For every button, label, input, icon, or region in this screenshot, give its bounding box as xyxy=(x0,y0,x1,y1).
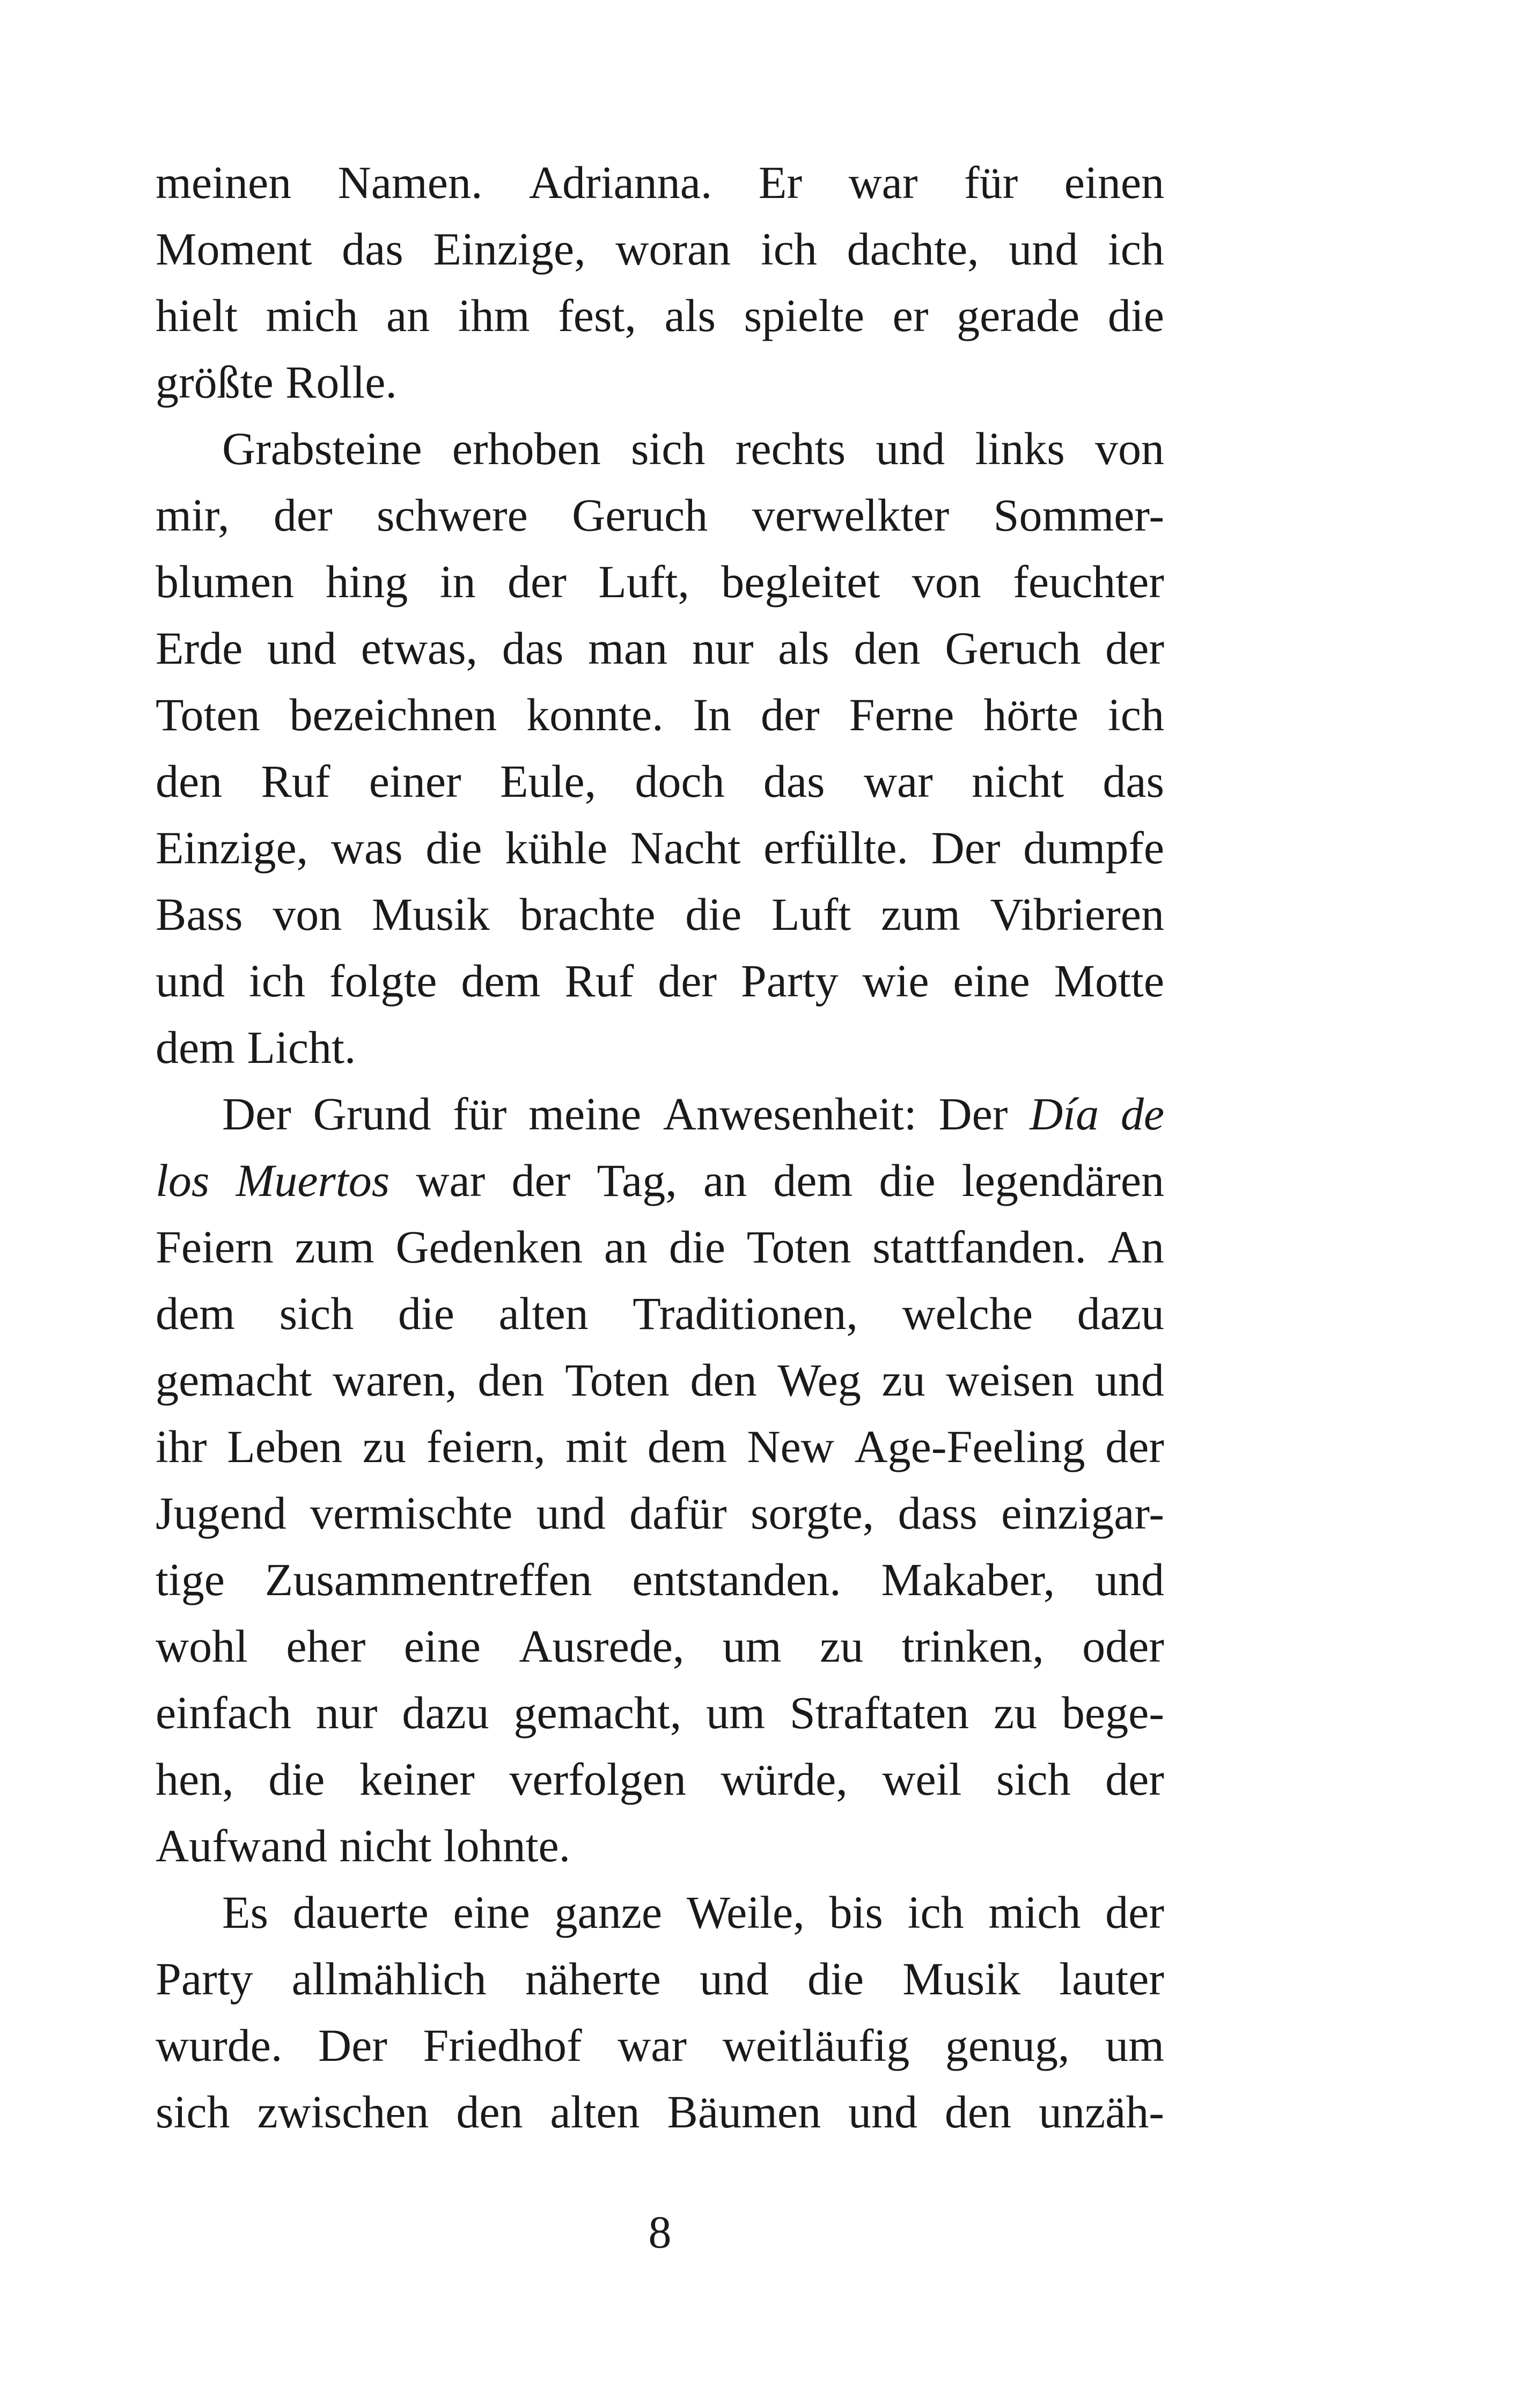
word: dazu xyxy=(1077,1288,1164,1339)
word: Straftaten xyxy=(789,1687,969,1738)
word: näherte xyxy=(525,1953,661,2005)
word: größte xyxy=(156,356,274,408)
word: bege- xyxy=(1061,1687,1164,1738)
word: den xyxy=(477,1354,545,1406)
word: zwischen xyxy=(257,2086,429,2138)
word: Toten xyxy=(746,1221,851,1273)
word: oder xyxy=(1082,1620,1164,1672)
word: an xyxy=(604,1221,648,1273)
word: wurde. xyxy=(156,2020,283,2071)
text-line xyxy=(156,415,1164,482)
word: Toten xyxy=(156,689,260,740)
text-line xyxy=(156,1081,1164,1147)
word: einfach xyxy=(156,1687,292,1738)
word: als xyxy=(778,622,829,674)
body-text xyxy=(156,149,1164,2145)
text-line xyxy=(156,881,1164,948)
word: dem xyxy=(461,955,541,1007)
word: der xyxy=(1105,1753,1164,1805)
word: und xyxy=(876,423,945,474)
word: das xyxy=(1103,755,1164,807)
word: ihm xyxy=(458,290,530,341)
word: um xyxy=(1105,2020,1164,2071)
word: allmählich xyxy=(291,1953,487,2005)
word: gemacht, xyxy=(513,1687,682,1738)
word: sich xyxy=(279,1288,354,1339)
word: Moment xyxy=(156,223,312,275)
word: alten xyxy=(550,2086,640,2138)
word: woran xyxy=(615,223,731,275)
word: sich xyxy=(630,423,706,474)
word: weitläufig xyxy=(722,2020,910,2071)
word: und xyxy=(699,1953,769,2005)
word: begleitet xyxy=(721,556,880,607)
word: feiern, xyxy=(426,1421,546,1472)
word: eine xyxy=(453,1886,530,1938)
word: fest, xyxy=(558,290,636,341)
word: Jugend xyxy=(156,1487,286,1539)
word: zum xyxy=(880,889,960,940)
word: Traditionen, xyxy=(633,1288,858,1339)
word: an xyxy=(703,1155,747,1206)
word: spielte xyxy=(744,290,865,341)
word: entstanden. xyxy=(632,1554,841,1605)
word: Vibrieren xyxy=(990,889,1164,940)
word: der xyxy=(658,955,717,1007)
word: als xyxy=(664,290,716,341)
word: Adrianna. xyxy=(528,157,712,208)
word: Motte xyxy=(1054,955,1164,1007)
paragraph xyxy=(156,149,1164,415)
word: ich xyxy=(907,1886,964,1938)
word: Grund xyxy=(313,1088,431,1140)
word: de xyxy=(1120,1088,1164,1140)
word: einer xyxy=(369,755,461,807)
word: und xyxy=(1094,1554,1164,1605)
text-line xyxy=(156,1480,1164,1546)
word: kühle xyxy=(505,822,608,873)
text-line xyxy=(156,1147,1164,1214)
word: bis xyxy=(829,1886,883,1938)
word: Toten xyxy=(565,1354,670,1406)
word: zum xyxy=(295,1221,374,1273)
word: den xyxy=(690,1354,757,1406)
word: um xyxy=(706,1687,765,1738)
text-line xyxy=(156,282,1164,349)
word: Es xyxy=(222,1886,268,1938)
word: brachte xyxy=(519,889,656,940)
word: Geruch xyxy=(572,489,708,541)
word: waren, xyxy=(333,1354,457,1406)
word: Einzige, xyxy=(433,223,586,275)
text-line xyxy=(156,548,1164,615)
word: der xyxy=(273,489,333,541)
word: hen, xyxy=(156,1753,234,1805)
word: bezeichnen xyxy=(289,689,497,740)
word: die xyxy=(807,1953,864,2005)
word: eher xyxy=(286,1620,366,1672)
word: sorgte, xyxy=(751,1487,875,1539)
word: mich xyxy=(988,1886,1081,1938)
word: für xyxy=(964,157,1018,208)
text-line xyxy=(156,1946,1164,2012)
word: nur xyxy=(315,1687,378,1738)
word: verfolgen xyxy=(509,1753,686,1805)
text-line xyxy=(156,149,1164,216)
word: verwelkter xyxy=(752,489,950,541)
word: blumen xyxy=(156,556,294,607)
word: um xyxy=(722,1620,782,1672)
word: gemacht xyxy=(156,1354,312,1406)
word: genug, xyxy=(945,2020,1070,2071)
word: Er xyxy=(758,157,803,208)
text-line xyxy=(156,1413,1164,1480)
word: war xyxy=(863,755,933,807)
word: die xyxy=(685,889,742,940)
word: ganze xyxy=(554,1886,663,1938)
word: schwere xyxy=(377,489,528,541)
word: Luft, xyxy=(598,556,689,607)
word: trinken, xyxy=(901,1620,1044,1672)
word: Grabsteine xyxy=(222,423,422,474)
word: an xyxy=(386,290,430,341)
word: der xyxy=(1105,622,1164,674)
word: ihr xyxy=(156,1421,207,1472)
word: meinen xyxy=(156,157,292,208)
word: gerade xyxy=(957,290,1080,341)
text-line xyxy=(156,1746,1164,1812)
word: dumpfe xyxy=(1023,822,1164,873)
word: hielt xyxy=(156,290,238,341)
word: alten xyxy=(498,1288,589,1339)
text-line xyxy=(156,482,1164,548)
word: den xyxy=(156,755,223,807)
word: wie xyxy=(862,955,929,1007)
text-line xyxy=(156,2012,1164,2079)
word: dem xyxy=(773,1155,853,1206)
word: vermischte xyxy=(310,1487,513,1539)
word: Namen. xyxy=(337,157,483,208)
word: Weg xyxy=(777,1354,861,1406)
word: Bäumen xyxy=(667,2086,821,2138)
word: nur xyxy=(692,622,754,674)
paragraph xyxy=(156,1879,1164,2145)
word: dauerte xyxy=(292,1886,429,1938)
text-line xyxy=(156,1679,1164,1746)
word: Erde xyxy=(156,622,243,674)
word: erfüllte. xyxy=(763,822,908,873)
word: Leben xyxy=(227,1421,343,1472)
word: folgte xyxy=(329,955,437,1007)
word: Ausrede, xyxy=(519,1620,685,1672)
text-line xyxy=(156,1546,1164,1613)
word: Weile, xyxy=(686,1886,805,1938)
word: und xyxy=(848,2086,917,2138)
word: New xyxy=(747,1421,834,1472)
word: und xyxy=(1009,223,1078,275)
word: man xyxy=(588,622,668,674)
word: Bass xyxy=(156,889,243,940)
word: den xyxy=(456,2086,523,2138)
word: eine xyxy=(953,955,1030,1007)
word: war xyxy=(848,157,918,208)
word: der xyxy=(1105,1421,1164,1472)
word: die xyxy=(879,1155,936,1206)
word: wohl xyxy=(156,1620,248,1672)
word: hing xyxy=(326,556,408,607)
text-line xyxy=(156,349,1164,415)
word: ich xyxy=(1107,223,1164,275)
word: doch xyxy=(635,755,725,807)
word: Musik xyxy=(902,1953,1021,2005)
word: dazu xyxy=(402,1687,489,1738)
text-line xyxy=(156,1812,1164,1879)
text-line xyxy=(156,1214,1164,1280)
word: dem xyxy=(647,1421,727,1472)
word: eine xyxy=(403,1620,481,1672)
word: von xyxy=(1094,423,1164,474)
word: tige xyxy=(156,1554,225,1605)
word: Feiern xyxy=(156,1221,274,1273)
word: stattfanden. xyxy=(872,1221,1087,1273)
word: unzäh- xyxy=(1038,2086,1164,2138)
text-line xyxy=(156,2079,1164,2145)
text-line xyxy=(156,1879,1164,1946)
word: den xyxy=(944,2086,1012,2138)
word: Eule, xyxy=(499,755,597,807)
word: die xyxy=(425,822,482,873)
word: der xyxy=(511,1155,571,1206)
word: etwas, xyxy=(361,622,478,674)
word: Ruf xyxy=(261,755,330,807)
word: keiner xyxy=(359,1753,475,1805)
word: los xyxy=(156,1155,210,1206)
word: das xyxy=(342,223,403,275)
word: und xyxy=(1094,1354,1164,1406)
word: legendären xyxy=(961,1155,1164,1206)
word: nicht xyxy=(972,755,1064,807)
text-line xyxy=(156,1347,1164,1413)
word: mich xyxy=(266,290,358,341)
word: Der xyxy=(931,822,1001,873)
word: weisen xyxy=(946,1354,1075,1406)
word: die xyxy=(1107,290,1164,341)
text-line xyxy=(156,216,1164,282)
word: Party xyxy=(156,1953,253,2005)
text-line xyxy=(156,615,1164,681)
word: Party xyxy=(740,955,839,1007)
word: was xyxy=(330,822,403,873)
word: Día xyxy=(1030,1088,1099,1140)
word: dass xyxy=(898,1487,978,1539)
text-line xyxy=(156,1613,1164,1679)
word: Rolle. xyxy=(285,356,397,408)
word: die xyxy=(268,1753,325,1805)
word: einen xyxy=(1064,157,1164,208)
word: sich xyxy=(156,2086,230,2138)
word: Zusammentreffen xyxy=(264,1554,592,1605)
word: Der xyxy=(222,1088,291,1140)
word: Makaber, xyxy=(881,1554,1055,1605)
text-line xyxy=(156,814,1164,881)
word: er xyxy=(892,290,929,341)
word: links xyxy=(975,423,1065,474)
page-number: 8 xyxy=(648,2206,672,2258)
word: Der xyxy=(318,2020,387,2071)
text-line xyxy=(156,681,1164,748)
word: der xyxy=(761,689,820,740)
word: war xyxy=(416,1155,486,1206)
word: In xyxy=(693,689,732,740)
word: würde, xyxy=(721,1753,848,1805)
word: konnte. xyxy=(526,689,664,740)
word: lauter xyxy=(1059,1953,1164,2005)
word: Tag, xyxy=(597,1155,677,1206)
word: das xyxy=(763,755,825,807)
word: Luft xyxy=(771,889,851,940)
text-line xyxy=(156,948,1164,1014)
word: weil xyxy=(882,1753,962,1805)
word: von xyxy=(912,556,981,607)
word: dachte, xyxy=(847,223,979,275)
word: mit xyxy=(565,1421,628,1472)
word: erhoben xyxy=(452,423,601,474)
word: zu xyxy=(362,1421,406,1472)
word: lohnte. xyxy=(443,1820,571,1871)
word: rechts xyxy=(735,423,846,474)
word: dem xyxy=(156,1288,236,1339)
word: Musik xyxy=(371,889,490,940)
word: An xyxy=(1107,1221,1164,1273)
word: die xyxy=(398,1288,454,1339)
paragraph xyxy=(156,415,1164,1081)
word: das xyxy=(502,622,564,674)
word: zu xyxy=(881,1354,925,1406)
word: ich xyxy=(1107,689,1164,740)
word: von xyxy=(273,889,342,940)
word: zu xyxy=(820,1620,864,1672)
text-line xyxy=(156,1280,1164,1347)
word: in xyxy=(439,556,476,607)
word: ich xyxy=(248,955,305,1007)
word: dem xyxy=(156,1022,236,1073)
word: nicht xyxy=(339,1820,432,1871)
word: Der xyxy=(938,1088,1008,1140)
word: mir, xyxy=(156,489,230,541)
text-line xyxy=(156,1014,1164,1081)
word: Gedenken xyxy=(395,1221,583,1273)
paragraph xyxy=(156,1081,1164,1879)
word: zu xyxy=(993,1687,1038,1738)
word: Friedhof xyxy=(423,2020,582,2071)
word: Einzige, xyxy=(156,822,308,873)
word: Nacht xyxy=(630,822,741,873)
word: Geruch xyxy=(945,622,1081,674)
word: Aufwand xyxy=(156,1820,328,1871)
word: der xyxy=(508,556,567,607)
text-line xyxy=(156,748,1164,814)
word: welche xyxy=(902,1288,1033,1339)
word: dafür xyxy=(629,1487,727,1539)
word: Licht. xyxy=(247,1022,356,1073)
word: feuchter xyxy=(1013,556,1164,607)
word: die xyxy=(668,1221,725,1273)
word: ich xyxy=(760,223,817,275)
word: Ruf xyxy=(564,955,634,1007)
word: Age-Feeling xyxy=(854,1421,1085,1472)
word: und xyxy=(267,622,337,674)
word: Sommer- xyxy=(993,489,1164,541)
word: Ferne xyxy=(849,689,954,740)
word: für xyxy=(453,1088,507,1140)
word: und xyxy=(156,955,225,1007)
word: meine xyxy=(528,1088,642,1140)
word: war xyxy=(618,2020,687,2071)
word: sich xyxy=(996,1753,1071,1805)
word: der xyxy=(1105,1886,1164,1938)
word: und xyxy=(536,1487,606,1539)
word: Muertos xyxy=(236,1155,390,1206)
word: Anwesenheit: xyxy=(663,1088,917,1140)
word: hörte xyxy=(983,689,1079,740)
word: einzigar- xyxy=(1001,1487,1164,1539)
word: den xyxy=(854,622,921,674)
